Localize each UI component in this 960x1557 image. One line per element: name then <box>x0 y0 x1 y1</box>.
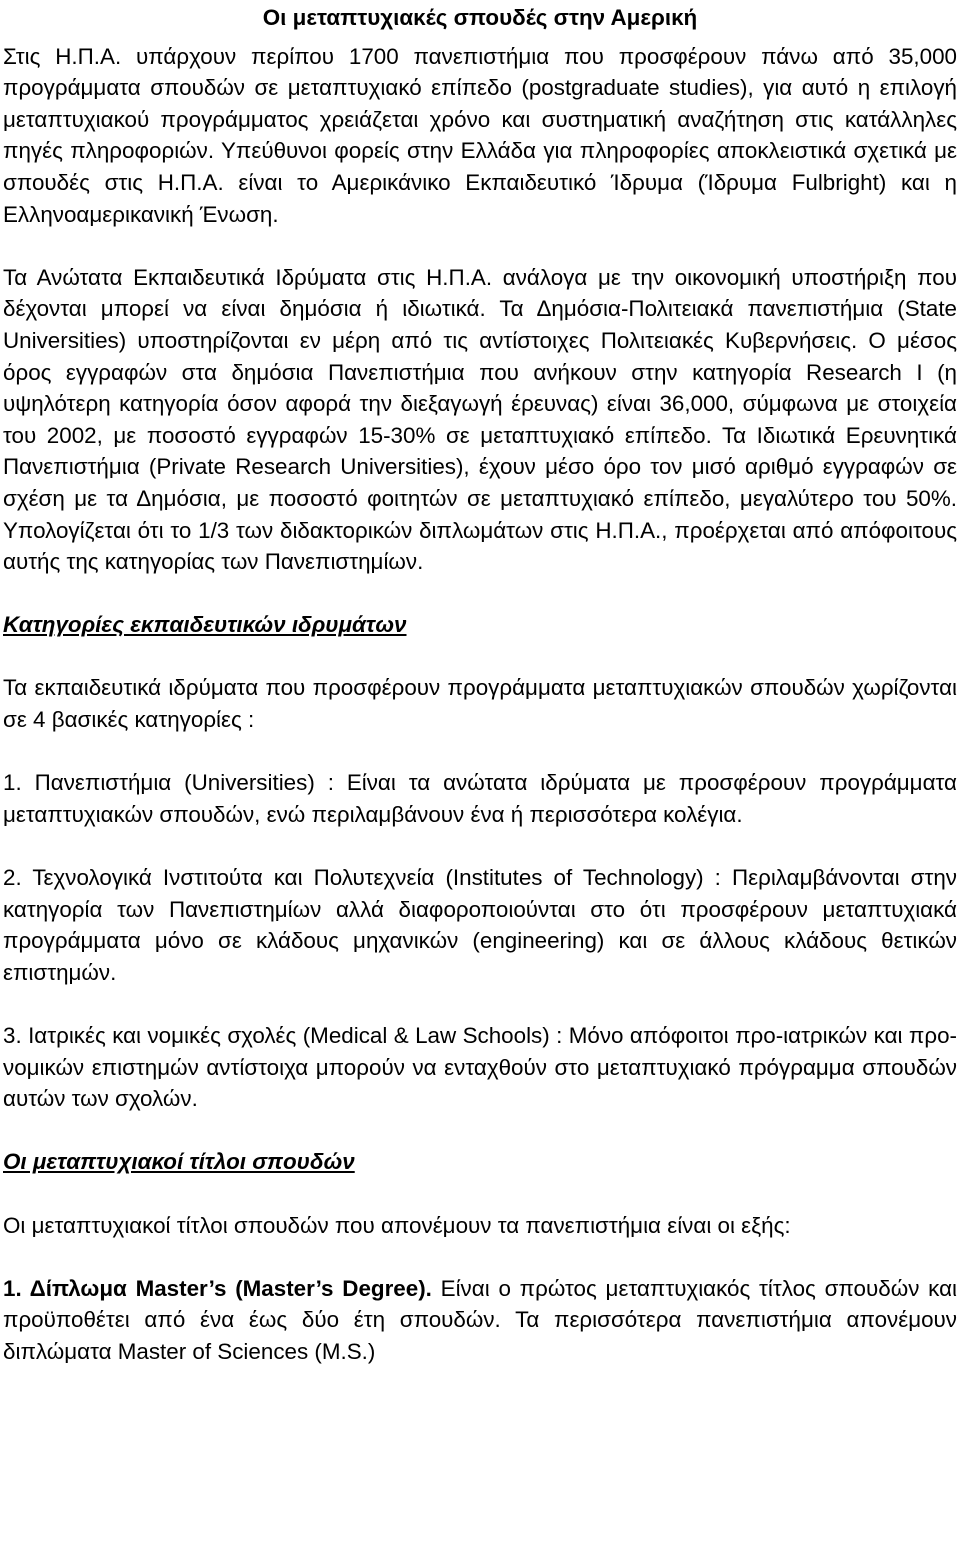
titles-intro: Οι μεταπτυχιακοί τίτλοι σπουδών που απονέμουν τα πανεπιστήμια είναι οι εξής: <box>3 1212 791 1238</box>
paragraph-spacer <box>3 830 957 862</box>
category-item-universities: 1. Πανεπιστήμια (Universities) : Είναι τα ανώτατα ιδρύματα με προσφέρουν προγράμματα μεταπτυχιακών σπουδών, ενώ περιλαμβάνουν ένα ή περισσότερα κολέγια. <box>3 770 957 827</box>
paragraph-spacer <box>3 1115 957 1147</box>
paragraph-spacer <box>3 578 957 610</box>
document-title: Οι μεταπτυχιακές σπουδές στην Αμερική <box>262 5 698 30</box>
section-heading-titles: Οι μεταπτυχιακοί τίτλοι σπουδών <box>3 1149 355 1175</box>
category-item-medical-law: 3. Ιατρικές και νομικές σχολές (Medical & Law Schools) : Μόνο απόφοιτοι προ-ιατρικών και προ-νομικών επιστημών αντίστοιχα μπορούν να ενταχθούν στο μεταπτυχιακό πρόγραμμα σπουδών αυτών των σχολών. <box>3 1023 957 1112</box>
institutions-paragraph: Τα Ανώτατα Εκπαιδευτικά Ιδρύματα στις Η.Π.Α. ανάλογα με την οικονομική υποστήριξη που δέχονται μπορεί να είναι δημόσια ή ιδιωτικά. Τα Δημόσια-Πολιτειακά πανεπιστήμια (State Universities) υποστηρίζονται εν μέρη από τις αντίστοιχες Πολιτειακές Κυβερνήσεις. Ο μέσος όρος εγγραφών στα δημόσια Πανεπιστήμια που ανήκουν στην κατηγορία Research I (η υψηλότερη κατηγορία όσον αφορά την διεξαγωγή έρευνας) είναι 36,000, σύμφωνα με στοιχεία του 2002, με ποσοστό εγγραφών 15-30% σε μεταπτυχιακό επίπεδο. Τα Ιδιωτικά Ερευνητικά Πανεπιστήμια (Private Research Universities), έχουν μέσο όρο τον μισό αριθμό εγγραφών σε σχέση με τα Δημόσια, με ποσοστό φοιτητών σε μεταπτυχιακό επίπεδο, μεγαλύτερο του 50%. Υπολογίζεται ότι το 1/3 των διδακτορικών διπλωμάτων στις Η.Π.Α., προέρχεται από απόφοιτους αυτής της κατηγορίας των Πανεπιστημίων. <box>3 264 957 575</box>
degree-label-masters: 1. Δίπλωμα Master’s (Master’s Degree). <box>3 1275 432 1301</box>
category-item-institutes: 2. Τεχνολογικά Ινστιτούτα και Πολυτεχνεία (Institutes of Technology) : Περιλαμβάνονται στην κατηγορία των Πανεπιστημίων αλλά διαφοροποιούνται στο ότι προσφέρουν μεταπτυχιακά προγράμματα μόνο σε κλάδους μηχανικών (engineering) και σε άλλους κλάδους θετικών επιστημών. <box>3 865 957 985</box>
paragraph-spacer <box>3 1241 957 1273</box>
section-heading-categories: Κατηγορίες εκπαιδευτικών ιδρυμάτων <box>3 612 407 638</box>
degree-text-masters: Είναι ο πρώτος μεταπτυχιακός τίτλος σπουδών και προϋποθέτει από ένα έως δύο έτη σπουδών. Τα περισσότερα πανεπιστήμια απονέμουν διπλώματα Master of Sciences (M.S.) <box>3 1275 957 1364</box>
intro-paragraph: Στις Η.Π.Α. υπάρχουν περίπου 1700 πανεπιστήμια που προσφέρουν πάνω από 35,000 προγράμματα σπουδών σε μεταπτυχιακό επίπεδο (postgraduate studies), για αυτό η επιλογή μεταπτυχιακού προγράμματος χρειάζεται χρόνο και συστηματική αναζήτηση στις κατάλληλες πηγές πληροφοριών. Υπεύθυνοι φορείς στην Ελλάδα για πληροφορίες αποκλειστικά σχετικά με σπουδές στις Η.Π.Α. είναι το Αμερικάνικο Εκπαιδευτικό Ίδρυμα (Ίδρυμα Fulbright) και η Ελληνοαμερικανική Ένωση. <box>3 43 957 227</box>
paragraph-spacer <box>3 230 957 262</box>
paragraph-spacer <box>3 641 957 673</box>
paragraph-spacer <box>3 1178 957 1210</box>
paragraph-spacer <box>3 988 957 1020</box>
degree-item-masters <box>3 1273 957 1368</box>
categories-intro: Τα εκπαιδευτικά ιδρύματα που προσφέρουν προγράμματα μεταπτυχιακών σπουδών χωρίζονται σε 4 βασικές κατηγορίες : <box>3 675 957 733</box>
paragraph-spacer <box>3 736 957 768</box>
